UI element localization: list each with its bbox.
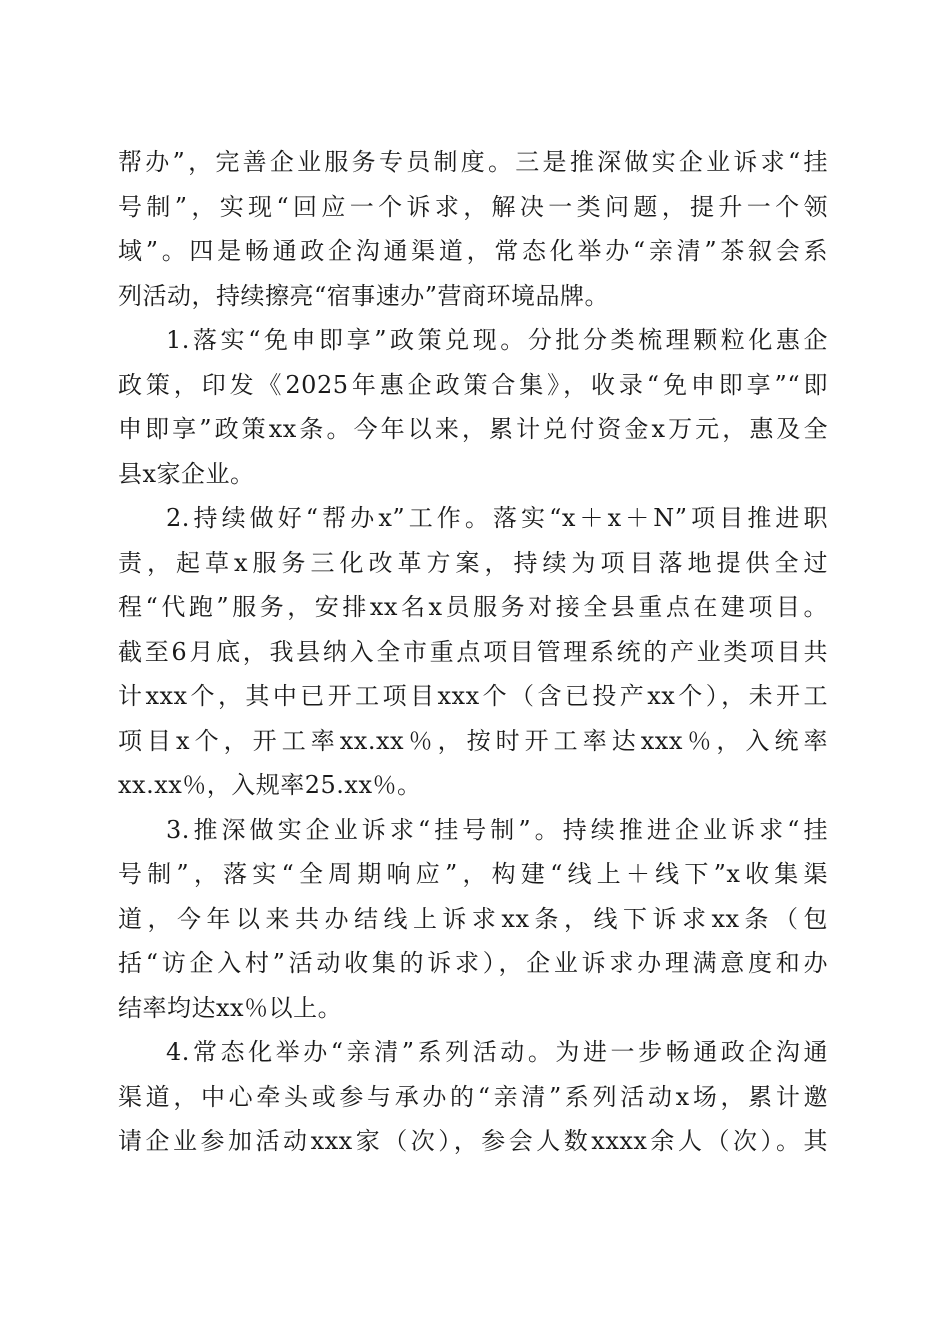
paragraph-item-4 (118, 1030, 828, 1164)
text-line: 政策，印发《2025年惠企政策合集》，收录“免申即享”“即 (118, 370, 828, 399)
text-line: 结率均达xx％以上。 (118, 993, 343, 1022)
text-line: 道，今年以来共办结线上诉求xx条，线下诉求xx条（包 (118, 904, 828, 933)
text-line: 4.常态化举办“亲清”系列活动。为进一步畅通政企沟通 (166, 1038, 828, 1066)
text-line: 截至6月底，我县纳入全市重点项目管理系统的产业类项目共 (118, 637, 828, 666)
text-line: 域”。四是畅通政企沟通渠道，常态化举办“亲清”茶叙会系 (118, 237, 828, 265)
paragraph-item-3 (118, 808, 828, 1031)
text-line: 帮办”，完善企业服务专员制度。三是推深做实企业诉求“挂 (118, 148, 828, 176)
text-line: 1.落实“免申即享”政策兑现。分批分类梳理颗粒化惠企 (166, 326, 828, 354)
text-line: 列活动，持续擦亮“宿事速办”营商环境品牌。 (118, 281, 610, 310)
text-line: xx.xx％，入规率25.xx％。 (118, 771, 422, 799)
document-body (118, 140, 828, 1164)
paragraph-item-1 (118, 318, 828, 496)
paragraph-item-2 (118, 496, 828, 808)
text-line: 计xxx个，其中已开工项目xxx个（含已投产xx个），未开工 (118, 682, 828, 710)
text-line: 项目x个，开工率xx.xx％，按时开工率达xxx％，入统率 (118, 726, 828, 755)
paragraph-intro-continued (118, 140, 828, 318)
text-line: 号制”，落实“全周期响应”，构建“线上＋线下”x收集渠 (118, 860, 828, 888)
text-line: 3.推深做实企业诉求“挂号制”。持续推进企业诉求“挂 (166, 815, 828, 844)
text-line: 县x家企业。 (118, 459, 255, 488)
text-line: 2.持续做好“帮办x”工作。落实“x＋x＋N”项目推进职 (166, 504, 828, 532)
text-line: 程“代跑”服务，安排xx名x员服务对接全县重点在建项目。 (118, 593, 828, 621)
text-line: 责，起草x服务三化改革方案，持续为项目落地提供全过 (118, 548, 828, 577)
text-line: 请企业参加活动xxx家（次），参会人数xxxx余人（次）。其 (118, 1127, 828, 1155)
text-line: 号制”，实现“回应一个诉求，解决一类问题，提升一个领 (118, 192, 828, 221)
text-line: 括“访企入村”活动收集的诉求），企业诉求办理满意度和办 (118, 949, 828, 977)
text-line: 申即享”政策xx条。今年以来，累计兑付资金x万元，惠及全 (118, 415, 828, 443)
text-line: 渠道，中心牵头或参与承办的“亲清”系列活动x场，累计邀 (118, 1082, 828, 1111)
